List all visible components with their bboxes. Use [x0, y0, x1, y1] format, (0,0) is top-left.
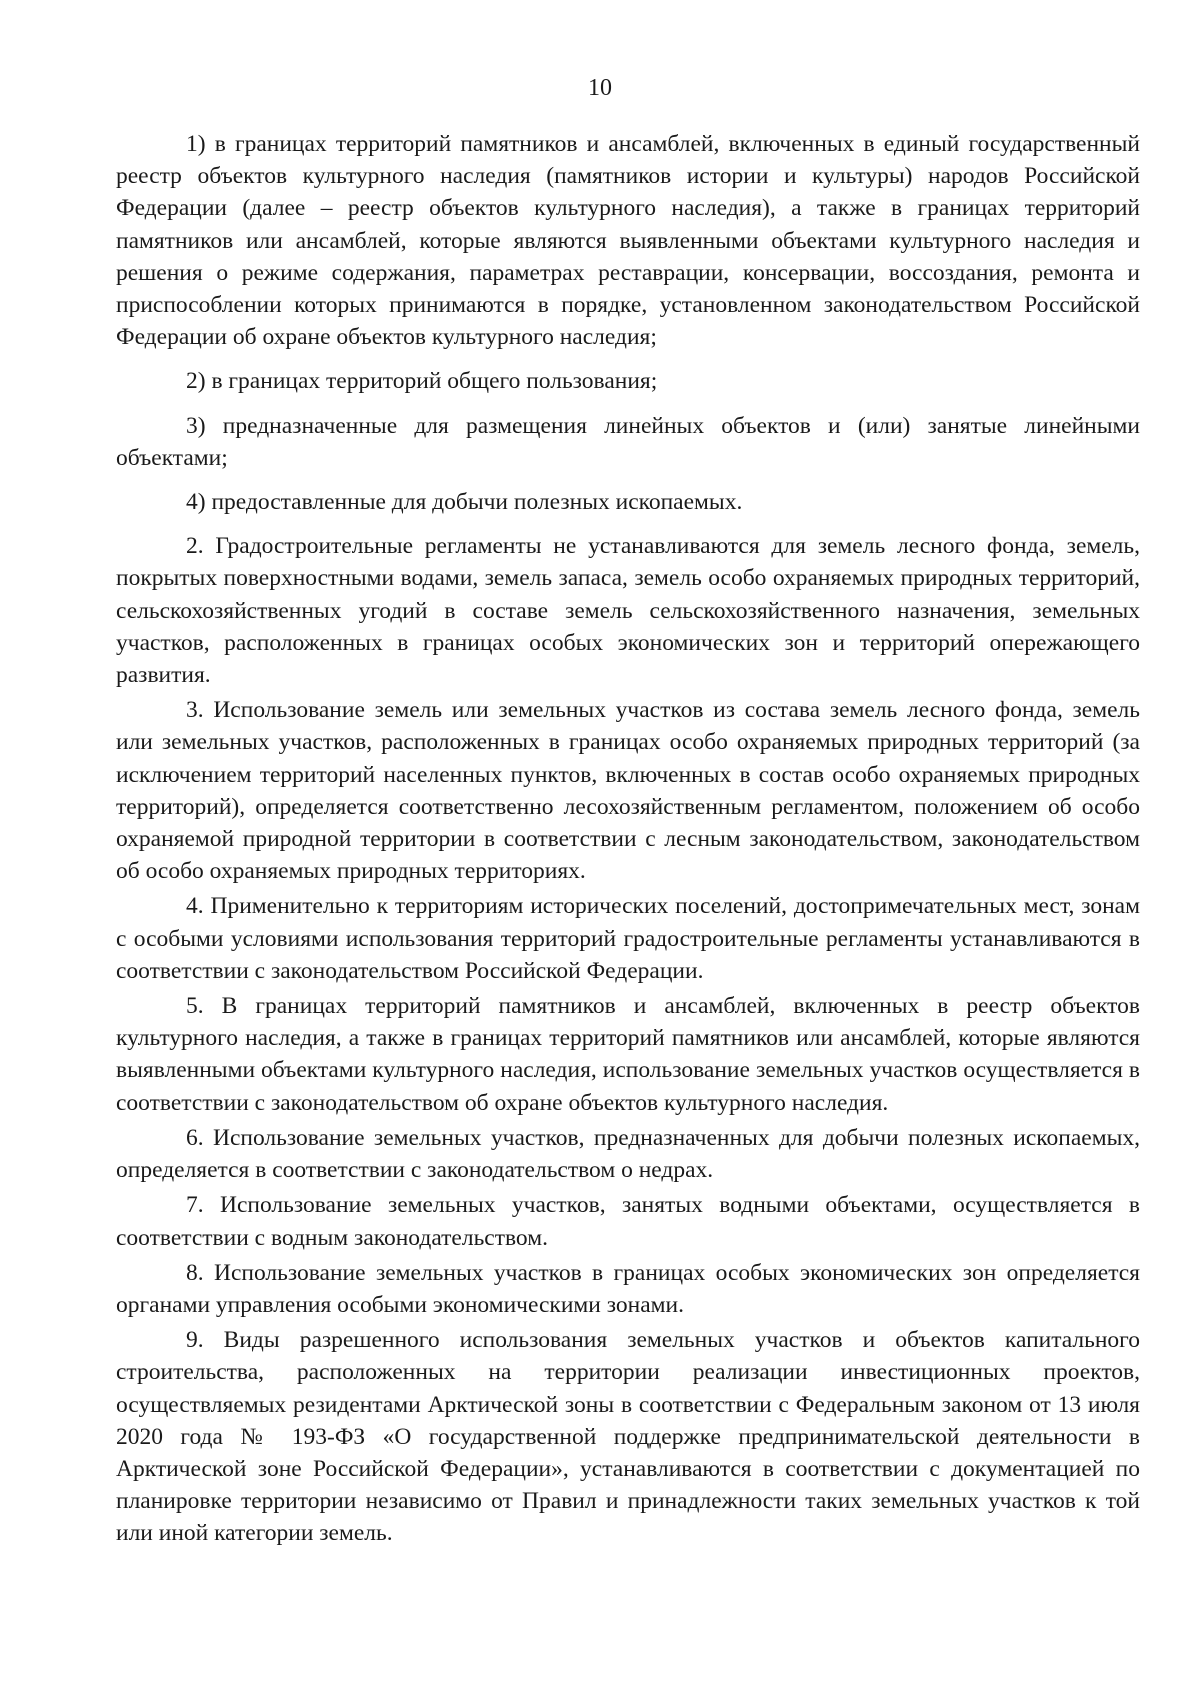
- paragraph-item-1: 1) в границах территорий памятников и ансамблей, включенных в единый государственный реестр объектов культурного наследия (памятников истории и культуры) народов Российской Федерации (далее – реестр объектов культурного наследия), а также в границах территорий памятников или ансамблей, которые являются выявленными объектами культурного наследия и решения о режиме содержания, параметрах реставрации, консервации, воссоздания, ремонта и приспособлении которых принимаются в порядке, установленном законодательством Российской Федерации об охране объектов культурного наследия;: [116, 131, 1140, 351]
- paragraph-clause-4: 4. Применительно к территориям исторических поселений, достопримечательных мест, зонам с особыми условиями использования территорий градостроительные регламенты устанавливаются в соответствии с законодательством Российской Федерации.: [116, 893, 1140, 984]
- paragraph-clause-9: 9. Виды разрешенного использования земельных участков и объектов капитального строительства, расположенных на территории реализации инвестиционных проектов, осуществляемых резидентами Арктической зоны в соответствии с Федеральным законом от 13 июля 2020 года № 193-ФЗ «О государственной поддержке предпринимательской деятельности в Арктической зоне Российской Федерации», устанавливаются в соответствии с документацией по планировке территории независимо от Правил и принадлежности таких земельных участков к той или иной категории земель.: [116, 1327, 1140, 1547]
- page-number: 10: [588, 75, 612, 101]
- paragraph-clause-3: 3. Использование земель или земельных участков из состава земель лесного фонда, земель или земельных участков, расположенных в границах особо охраняемых природных территорий (за исключением территорий населенных пунктов, включенных в состав особо охраняемых природных территорий), определяется соответственно лесохозяйственным регламентом, положением об особо охраняемой природной территории в соответствии с лесным законодательством, законодательством об особо охраняемых природных территориях.: [116, 697, 1140, 885]
- paragraph-clause-6: 6. Использование земельных участков, предназначенных для добычи полезных ископаемых, определяется в соответствии с законодательством о недрах.: [116, 1124, 1140, 1184]
- paragraph-clause-8: 8. Использование земельных участков в границах особых экономических зон определяется органами управления особыми экономическими зонами.: [116, 1259, 1140, 1318]
- document-body: [116, 128, 1140, 1550]
- paragraph-clause-2: 2. Градостроительные регламенты не устанавливаются для земель лесного фонда, земель, покрытых поверхностными водами, земель запаса, земель особо охраняемых природных территорий, сельскохозяйственных угодий в составе земель сельскохозяйственного назначения, земельных участков, расположенных в границах особых экономических зон и территорий опережающего развития.: [116, 533, 1140, 689]
- paragraph-clause-7: 7. Использование земельных участков, занятых водными объектами, осуществляется в соответствии с водным законодательством.: [116, 1192, 1140, 1251]
- paragraph-item-3: 3) предназначенные для размещения линейных объектов и (или) занятые линейными объектами;: [116, 412, 1140, 471]
- paragraph-item-4: 4) предоставленные для добычи полезных ископаемых.: [186, 489, 743, 516]
- paragraph-clause-5: 5. В границах территорий памятников и ансамблей, включенных в реестр объектов культурного наследия, а также в границах территорий памятников или ансамблей, которые являются выявленными объектами культурного наследия, использование земельных участков осуществляется в соответствии с законодательством об охране объектов культурного наследия.: [116, 993, 1140, 1116]
- paragraph-item-2: 2) в границах территорий общего пользования;: [186, 368, 658, 395]
